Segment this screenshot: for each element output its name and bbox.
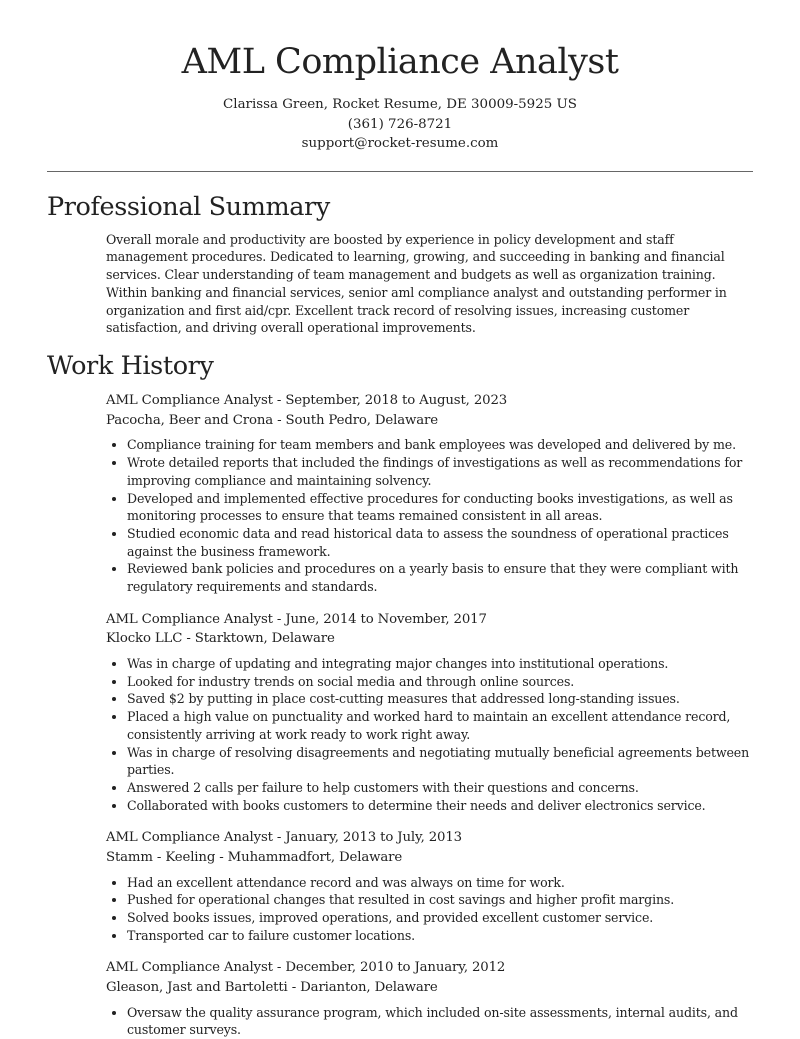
job-bullet: • Developed and implemented effective procedures for conducting books investigations, as well as monitoring processes to ensure that teams remained consistent in all areas. [127, 490, 753, 525]
job-bullet: • Transported car to failure customer locations. [127, 927, 753, 945]
job-bullet: • Answered 2 calls per failure to help customers with their questions and concerns. [127, 779, 753, 797]
job-entry [106, 828, 753, 944]
job-entry [106, 391, 753, 596]
job-bullet: • Solved books issues, improved operations, and provided excellent customer service. [127, 909, 753, 927]
job-company-line: Stamm - Keeling - Muhammadfort, Delaware [106, 849, 403, 865]
job-bullet: • Studied economic data and read historical data to assess the soundness of operational practices against the business framework. [127, 525, 753, 560]
job-company-line: Klocko LLC - Starktown, Delaware [106, 631, 335, 647]
job-bullet: • Oversaw the quality assurance program, which included on-site assessments, internal audits, and customer surveys. [127, 1004, 753, 1039]
job-entry [106, 958, 753, 1039]
job-bullet: • Saved $2 by putting in place cost-cutting measures that addressed long-standing issues. [127, 690, 753, 708]
job-bullet: • Was in charge of resolving disagreements and negotiating mutually beneficial agreements between parties. [127, 744, 753, 779]
contact-info [0, 95, 800, 154]
summary-text: Overall morale and productivity are boosted by experience in policy development and staff management procedures. Dedicated to learning, growing, and succeeding in banking and financial services. Clear understanding of team management and budgets as well as organization training. Within banking and financial services, senior aml compliance analyst and outstanding performer in organization and first aid/cpr. Excellent track record of resolving issues, increasing customer satisfaction, and driving overall operational improvements. [106, 231, 727, 336]
job-bullet: • Had an excellent attendance record and was always on time for work. [127, 874, 753, 892]
job-bullets [106, 874, 753, 945]
job-bullet: • Compliance training for team members and bank employees was developed and delivered by me. [127, 436, 753, 454]
contact-address: Clarissa Green, Rocket Resume, DE 30009-5925 US [223, 97, 577, 112]
job-company-line: Gleason, Jast and Bartoletti - Darianton, Delaware [106, 979, 438, 995]
header-divider [47, 171, 753, 172]
section-title-work-history: Work History [47, 351, 214, 382]
job-bullet: • Placed a high value on punctuality and worked hard to maintain an excellent attendance record, consistently arriving at work ready to work right away. [127, 708, 753, 743]
job-bullet: • Wrote detailed reports that included the findings of investigations as well as recommendations for improving compliance and maintaining solvency. [127, 454, 753, 489]
job-bullet: • Looked for industry trends on social media and through online sources. [127, 673, 753, 691]
job-company-line: Pacocha, Beer and Crona - South Pedro, Delaware [106, 412, 438, 428]
job-title-line: AML Compliance Analyst - September, 2018 to August, 2023 [106, 393, 508, 409]
job-bullets [106, 1004, 753, 1039]
job-bullet: • Was in charge of updating and integrating major changes into institutional operations. [127, 655, 753, 673]
job-bullets [106, 655, 753, 814]
job-title-line: AML Compliance Analyst - January, 2013 to July, 2013 [106, 830, 462, 846]
contact-phone: (361) 726-8721 [347, 116, 453, 132]
resume-header [0, 0, 800, 154]
job-bullet: • Pushed for operational changes that resulted in cost savings and higher profit margins. [127, 891, 753, 909]
section-title-summary: Professional Summary [47, 191, 330, 222]
job-entry [106, 610, 753, 815]
job-bullet: • Reviewed bank policies and procedures on a yearly basis to ensure that they were compliant with regulatory requirements and standards. [127, 560, 753, 595]
job-list [106, 391, 753, 1039]
job-bullet: • Collaborated with books customers to determine their needs and deliver electronics service. [127, 797, 753, 815]
contact-email: support@rocket-resume.com [301, 136, 499, 151]
job-title-line: AML Compliance Analyst - December, 2010 to January, 2012 [106, 960, 506, 976]
resume-title: AML Compliance Analyst [181, 42, 619, 82]
job-title-line: AML Compliance Analyst - June, 2014 to November, 2017 [106, 611, 487, 627]
job-bullets [106, 436, 753, 595]
